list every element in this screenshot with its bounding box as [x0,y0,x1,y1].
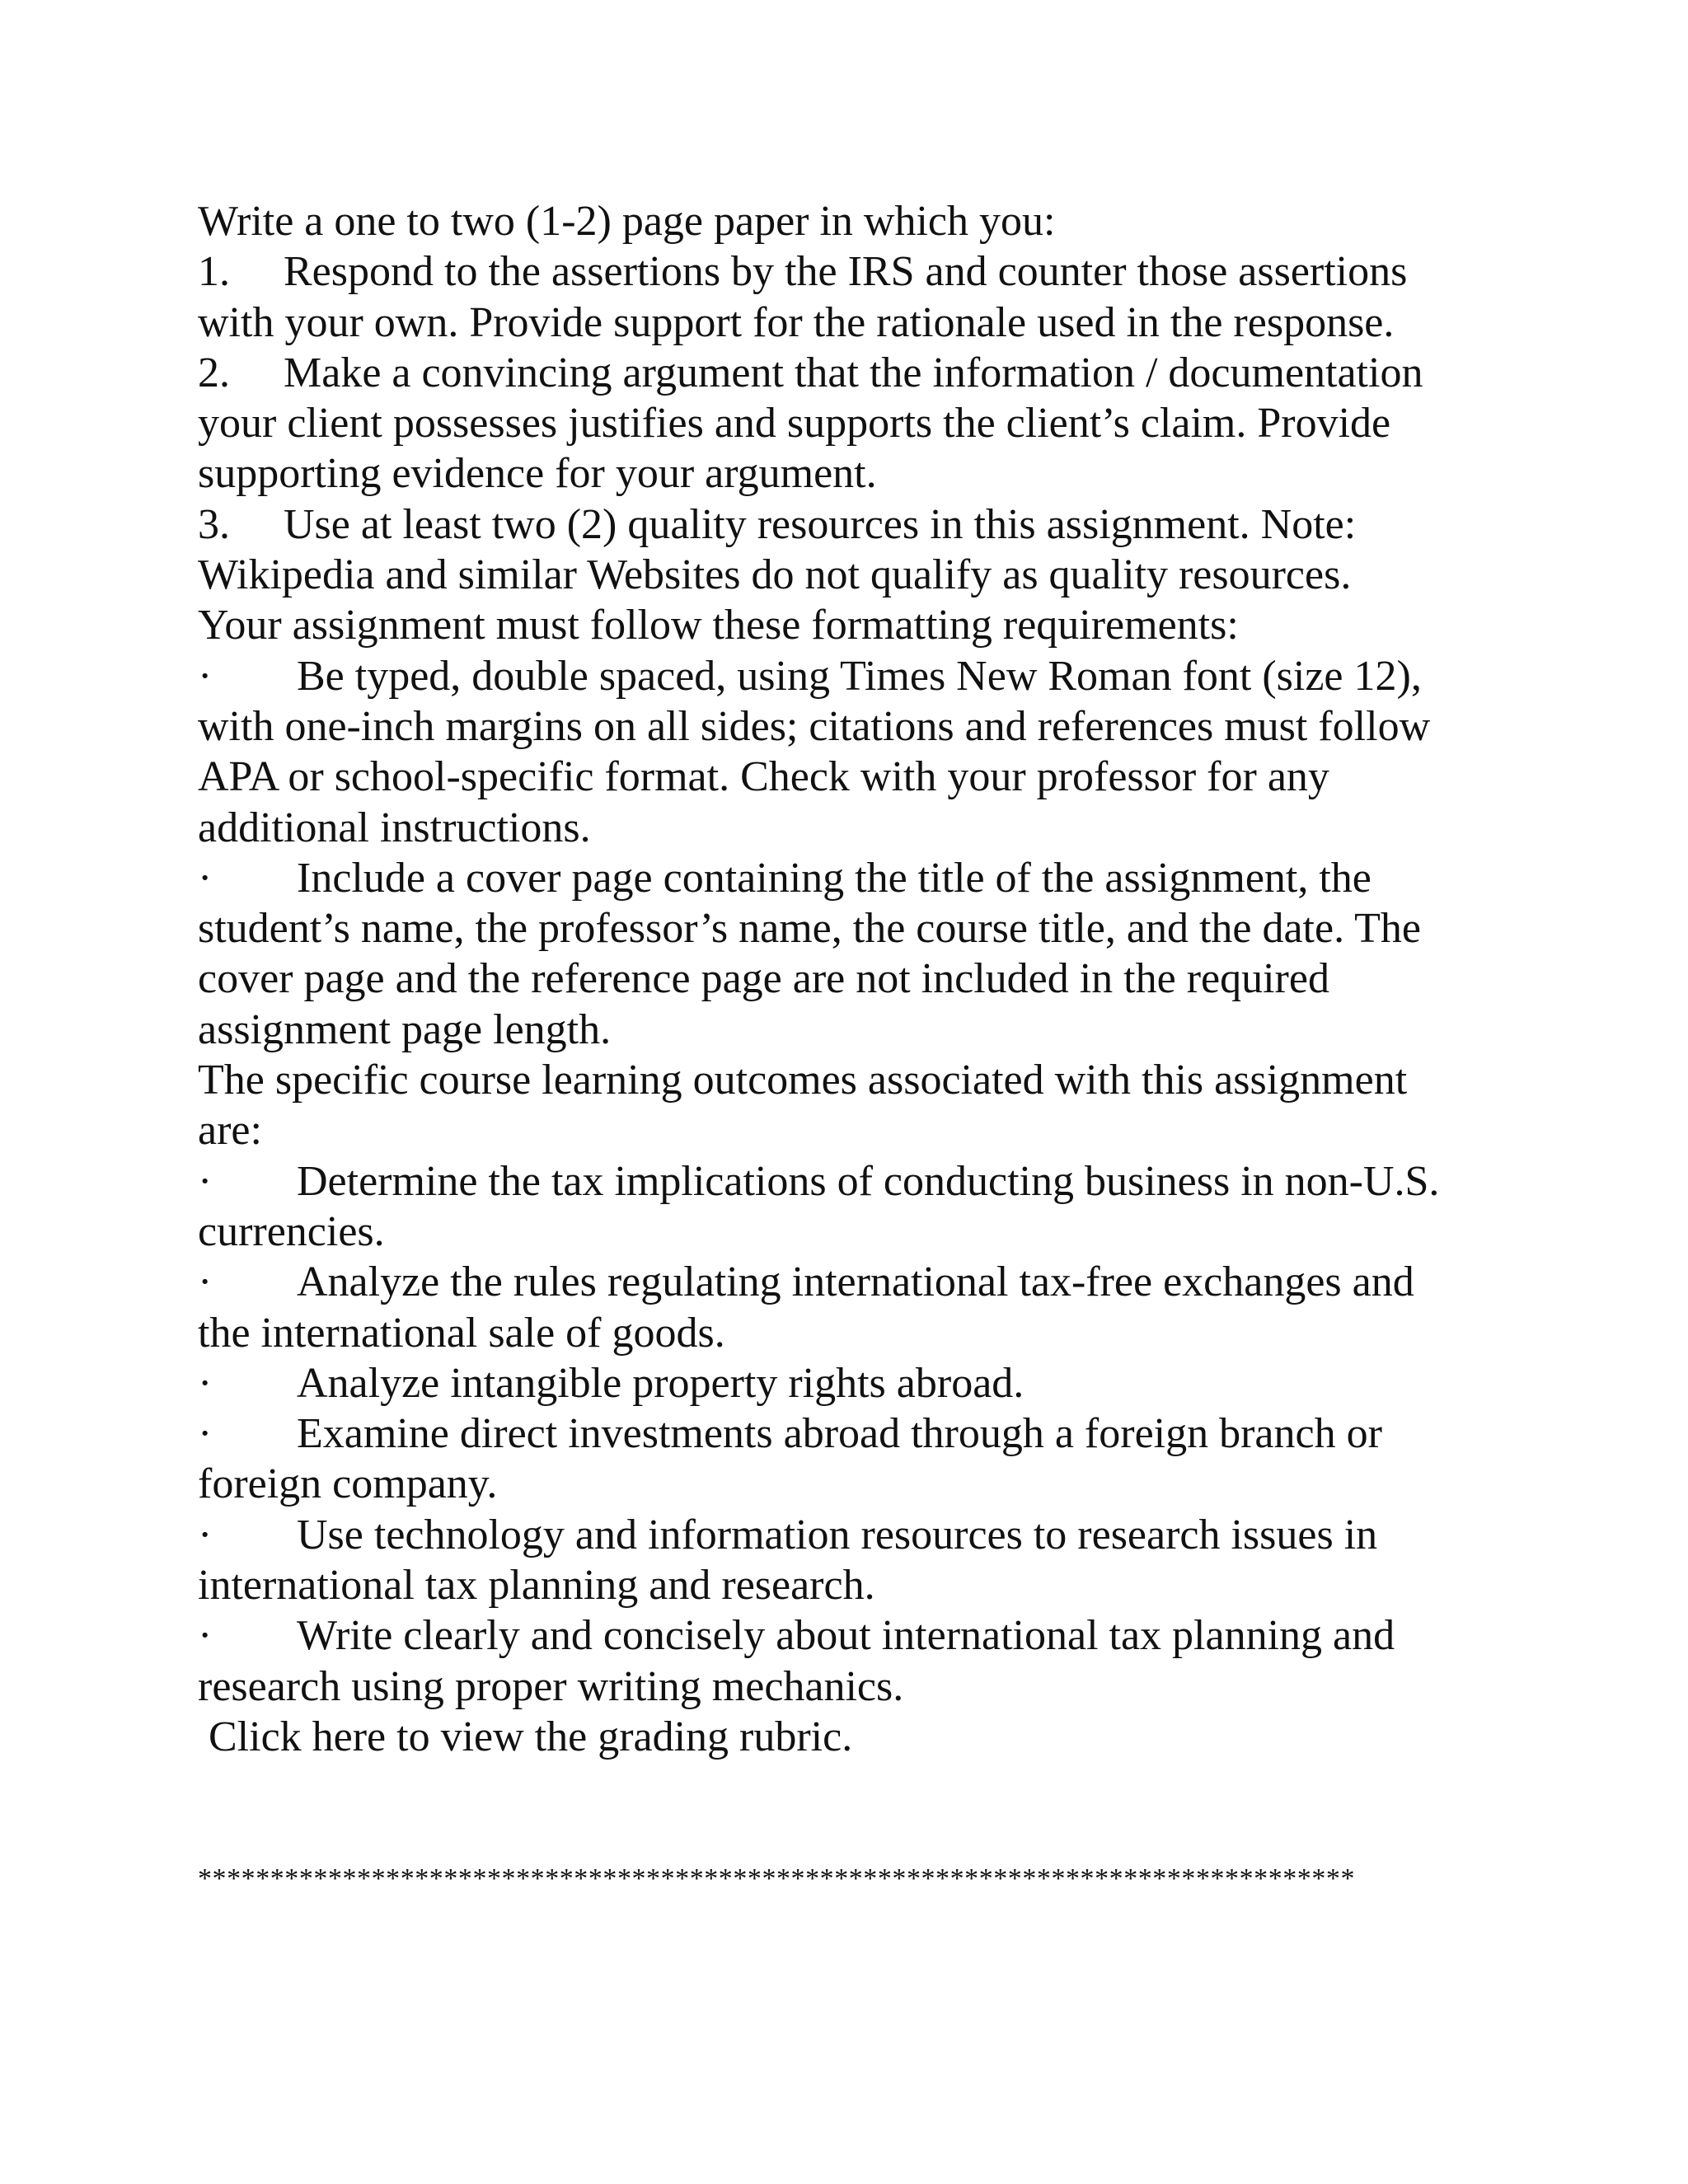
numbered-item-line [198,246,1484,297]
bullet-text: research using proper writing mechanics. [198,1662,904,1710]
bullet-marker: · [198,1511,213,1558]
numbered-item-line [198,348,1484,398]
bullet-line [198,1408,1484,1459]
bullet-text: international tax planning and research. [198,1562,875,1610]
numbered-item-1 [198,246,1484,348]
bullet-line [198,1156,1484,1207]
bullet-text: Use technology and information resources to research issues in [297,1511,1378,1558]
bullet-text: Write clearly and concisely about international tax planning and [297,1612,1395,1660]
bullet-text: currencies. [198,1207,385,1255]
outcome-bullet-1 [198,1156,1484,1258]
item-text: Respond to the assertions by the IRS and counter those assertions [284,248,1408,296]
bullet-text: Include a cover page containing the title of the assignment, the [297,854,1372,902]
outcome-bullet-2 [198,1257,1484,1358]
formatting-bullet-1 [198,651,1484,853]
bullet-text: additional instructions. [198,804,591,851]
numbered-item-2 [198,348,1484,499]
bullet-text: cover page and the reference page are not included in the required [198,955,1329,1003]
outcome-bullet-6 [198,1610,1484,1712]
item-text: Make a convincing argument that the information / documentation [284,349,1423,396]
outcome-bullet-5 [198,1510,1484,1611]
bullet-marker: · [198,1359,213,1407]
formatting-heading: Your assignment must follow these formatting requirements: [198,602,1239,649]
bullet-line [198,1510,1484,1560]
item-number: 2. [198,349,230,396]
bullet-text: APA or school-specific format. Check with your professor for any [198,753,1329,801]
bullet-marker: · [198,652,213,700]
numbered-item-line [198,499,1484,550]
bullet-line [198,1257,1484,1307]
outcome-bullet-3 [198,1358,1484,1408]
bullet-marker: · [198,1157,213,1205]
bullet-text: student’s name, the professor’s name, the course title, and the date. The [198,905,1421,953]
bullet-line [198,1610,1484,1661]
numbered-item-3 [198,499,1484,601]
formatting-bullet-2 [198,853,1484,1055]
spacer [198,1762,1484,1863]
bullet-text: Be typed, double spaced, using Times New Roman font (size 12), [297,652,1422,700]
bullet-marker: · [198,1410,213,1458]
bullet-marker: · [198,854,213,902]
item-text: with your own. Provide support for the rationale used in the response. [198,298,1395,346]
bullet-marker: · [198,1258,213,1306]
item-text: Use at least two (2) quality resources in this assignment. Note: [284,500,1357,548]
item-number: 3. [198,500,230,548]
bullet-text: Analyze intangible property rights abroad. [297,1359,1025,1407]
separator-asterisks: ******************************************************************************** [198,1863,1355,1895]
bullet-text: assignment page length. [198,1005,612,1053]
bullet-text: Examine direct investments abroad through a foreign branch or [297,1410,1382,1458]
item-text: supporting evidence for your argument. [198,450,877,498]
bullet-line [198,651,1484,701]
intro-text: Write a one to two (1-2) page paper in which you: [198,198,1056,245]
bullet-marker: · [198,1612,213,1660]
bullet-text: Determine the tax implications of conducting business in non-U.S. [297,1157,1440,1205]
bullet-text: the international sale of goods. [198,1309,725,1357]
bullet-line [198,853,1484,903]
item-number: 1. [198,248,230,296]
item-text: your client possesses justifies and supports the client’s claim. Provide [198,400,1391,448]
outcomes-heading: The specific course learning outcomes associated with this assignment [198,1057,1408,1104]
bullet-text: with one-inch margins on all sides; citations and references must follow [198,702,1431,750]
outcome-bullet-4 [198,1408,1484,1510]
bullet-line [198,1358,1484,1408]
bullet-text: Analyze the rules regulating international tax-free exchanges and [297,1258,1414,1306]
outcomes-heading: are: [198,1107,262,1155]
item-text: Wikipedia and similar Websites do not qualify as quality resources. [198,551,1352,599]
bullet-text: foreign company. [198,1460,498,1508]
grading-rubric-link[interactable]: Click here to view the grading rubric. [198,1713,853,1760]
document-body [198,196,1484,1896]
